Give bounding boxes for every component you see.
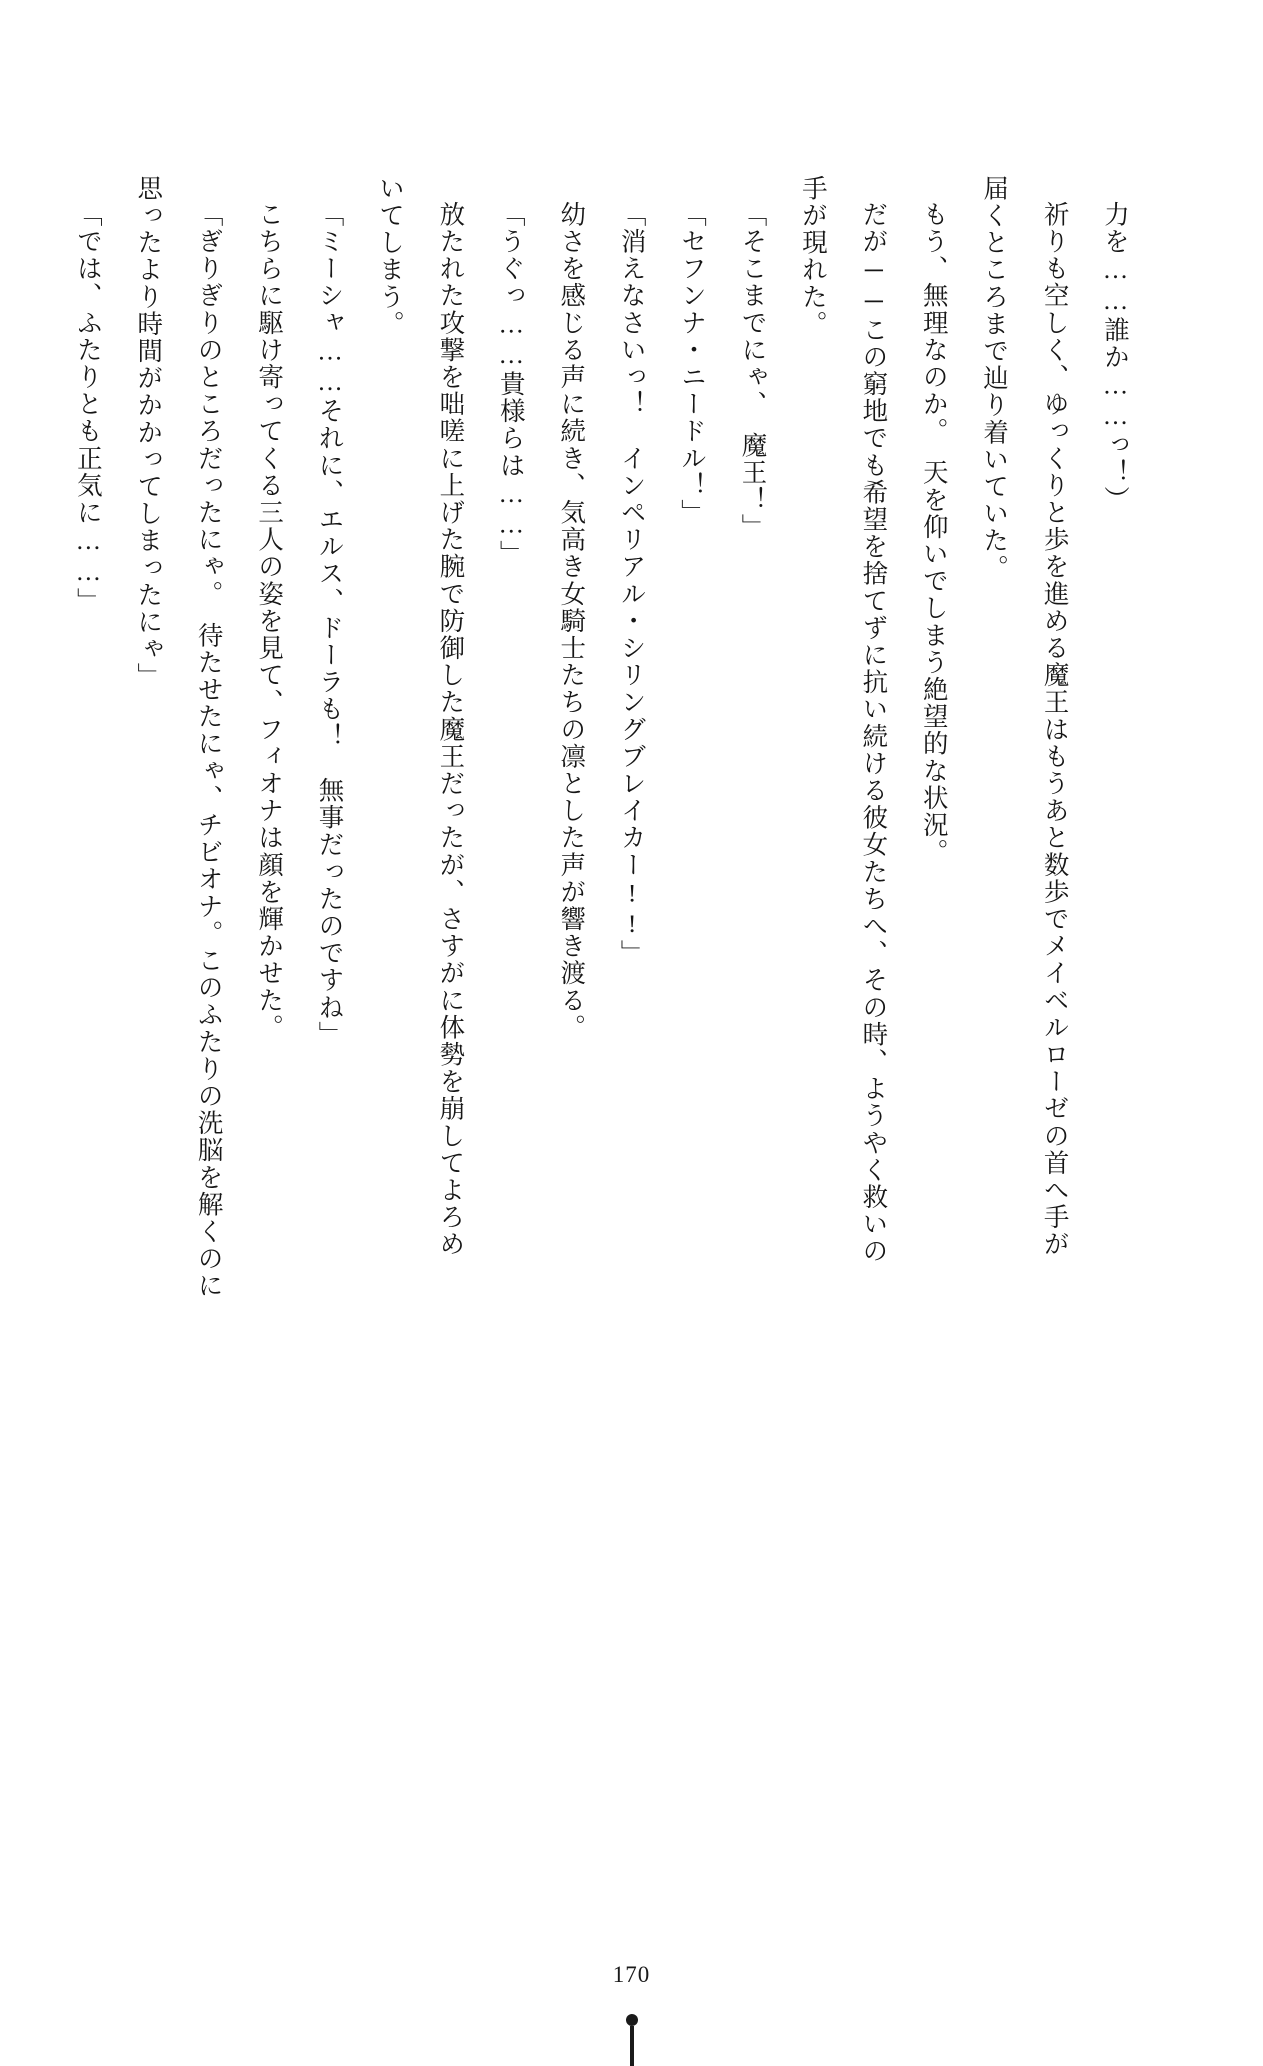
paragraph: もう、無理なのか。 天を仰いでしまう絶望的な状況。 xyxy=(919,201,949,866)
paragraph: 「ぎりぎりのところだったにゃ。 待たせたにゃ、チビオナ。このふたりの洗脳を解くのに xyxy=(194,201,224,1300)
paragraph: 力を……誰か……っ！） xyxy=(1101,201,1130,514)
paragraph: 「そこまでにゃ、 魔王！」 xyxy=(738,201,768,541)
paragraph: 幼さを感じる声に続き、気高き女騎士たちの凛とした声が響き渡る。 xyxy=(557,201,587,1042)
page-number: 170 xyxy=(612,1962,651,1987)
paragraph: いてしまう。 xyxy=(375,175,405,338)
paragraph: 届くところまで辿り着いていた。 xyxy=(980,175,1010,582)
paragraph: 祈りも空しく、ゆっくりと歩を進める魔王はもうあと数歩でメイベルローゼの首へ手が xyxy=(1040,201,1070,1258)
paragraph: 「ミーシャ……それに、エルス、ドーラも！ 無事だったのですね」 xyxy=(315,201,345,1049)
paragraph: 放たれた攻撃を咄嗟に上げた腕で防御した魔王だったが、さすがに体勢を崩してよろめ xyxy=(436,201,466,1258)
paragraph: 「セフンナ・ニードル！」 xyxy=(678,201,708,527)
paragraph: 「では、ふたりとも正気に……」 xyxy=(73,201,103,615)
paragraph: 「うぐっ……貴様らは……」 xyxy=(496,201,526,568)
footer-ornament-icon xyxy=(624,2014,640,2066)
paragraph: だが──この窮地でも希望を捨てずに抗い続ける彼女たちへ、その時、ようやく救いの xyxy=(859,201,889,1265)
paragraph: 思ったより時間がかかってしまったにゃ」 xyxy=(134,175,164,690)
page-body-text xyxy=(73,175,1145,1445)
paragraph: 手が現れた。 xyxy=(798,175,828,338)
paragraph: こちらに駆け寄ってくる三人の姿を見て、フィオナは顔を輝かせた。 xyxy=(255,201,285,1042)
paragraph: 「消えなさいっ！ インペリアル・シリングブレイカー!!」 xyxy=(617,201,647,967)
